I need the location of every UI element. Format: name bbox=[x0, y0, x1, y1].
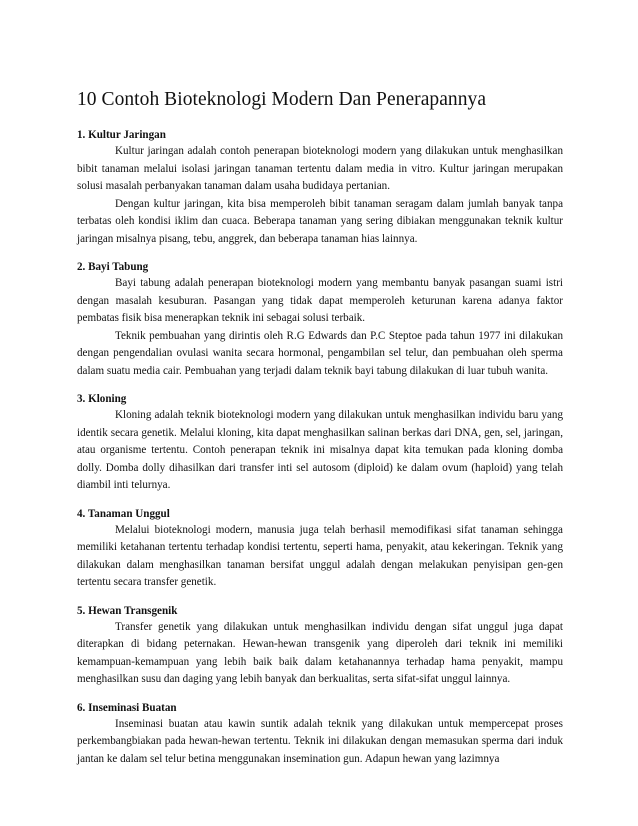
section-heading: 2. Bayi Tabung bbox=[77, 261, 149, 273]
paragraph: Inseminasi buatan atau kawin suntik adalah teknik yang dilakukan untuk mempercepat proses perkembangbiakan pada hewan-hewan tertentu. Teknik ini dilakukan dengan memasukan sperma dari induk jantan ke dalam sel telur betina menggunakan insemination gun. Adapun hewan yang lazimnya bbox=[77, 717, 563, 765]
section-heading: 6. Inseminasi Buatan bbox=[77, 701, 177, 714]
section-tanaman-unggul bbox=[77, 506, 563, 592]
paragraph: Bayi tabung adalah penerapan bioteknologi modern yang membantu banyak pasangan suami istri dengan masalah kesuburan. Pasangan yang tidak dapat memperoleh keturunan karena adanya faktor pembatas fisik bisa menerapkan teknik ini sebagai solusi terbaik. bbox=[77, 277, 563, 324]
document-page bbox=[77, 88, 563, 779]
paragraph: Teknik pembuahan yang dirintis oleh R.G Edwards dan P.C Steptoe pada tahun 1977 ini dilakukan dengan pengendalian ovulasi wanita secara hormonal, pengambilan sel telur, dan pembuahan oleh sperma dalam suatu media cair. Pembuahan yang terjadi dalam teknik bayi tabung dilakukan di luar tubuh wanita. bbox=[77, 329, 563, 377]
section-heading: 3. Kloning bbox=[77, 393, 127, 405]
paragraph: Kultur jaringan adalah contoh penerapan bioteknologi modern yang dilakukan untuk menghasilkan bibit tanaman melalui isolasi jaringan tanaman tertentu dalam media in vitro. Kultur jaringan merupakan solusi masalah perbanyakan tanaman dalam usaha budidaya pertanian. bbox=[77, 145, 563, 192]
paragraph: Melalui bioteknologi modern, manusia juga telah berhasil memodifikasi sifat tanaman sehingga memiliki ketahanan tertentu terhadap kondisi tertentu, seperti hama, penyakit, atau kekeringan. Teknik yang dilakukan dalam menghasilkan tanaman bersifat unggul adalah dengan melakukan penyisipan gen-gen tertentu secara transfer genetik. bbox=[77, 523, 563, 588]
section-heading: 4. Tanaman Unggul bbox=[77, 507, 170, 520]
paragraph: Transfer genetik yang dilakukan untuk menghasilkan individu dengan sifat unggul juga dapat diterapkan di bidang peternakan. Hewan-hewan transgenik yang diperoleh dari teknik ini memiliki kemampuan-kemampuan yang lebih baik baik dalam ketahanannya terhadap hama penyakit, mampu menghasilkan susu dan daging yang lebih banyak dan berkualitas, serta sifat-sifat unggul lainnya. bbox=[77, 620, 563, 685]
section-kultur-jaringan bbox=[77, 127, 563, 248]
section-inseminasi-buatan bbox=[77, 700, 563, 769]
section-hewan-transgenik bbox=[77, 603, 563, 689]
section-heading: 5. Hewan Transgenik bbox=[77, 604, 178, 617]
section-bayi-tabung bbox=[77, 259, 563, 380]
section-kloning bbox=[77, 391, 563, 495]
paragraph: Dengan kultur jaringan, kita bisa memperoleh bibit tanaman seragam dalam jumlah banyak tanpa terbatas oleh kondisi iklim dan cuaca. Beberapa tanaman yang sering dibiakan menggunakan teknik kultur jaringan misalnya pisang, tebu, anggrek, dan beberapa tanaman hias lainnya. bbox=[77, 197, 563, 245]
document-title: 10 Contoh Bioteknologi Modern Dan Penerapannya bbox=[77, 89, 487, 110]
section-heading: 1. Kultur Jaringan bbox=[77, 129, 166, 141]
paragraph: Kloning adalah teknik bioteknologi modern yang dilakukan untuk menghasilkan individu baru yang identik secara genetik. Melalui kloning, kita dapat menghasilkan salinan berkas dari DNA, gen, sel, jaringan, atau organisme tertentu. Contoh penerapan teknik ini misalnya dapat kita temukan pada kloning domba dolly. Domba dolly dihasilkan dari transfer inti sel autosom (diploid) ke dalam ovum (haploid) yang telah diambil inti telurnya. bbox=[77, 409, 563, 491]
